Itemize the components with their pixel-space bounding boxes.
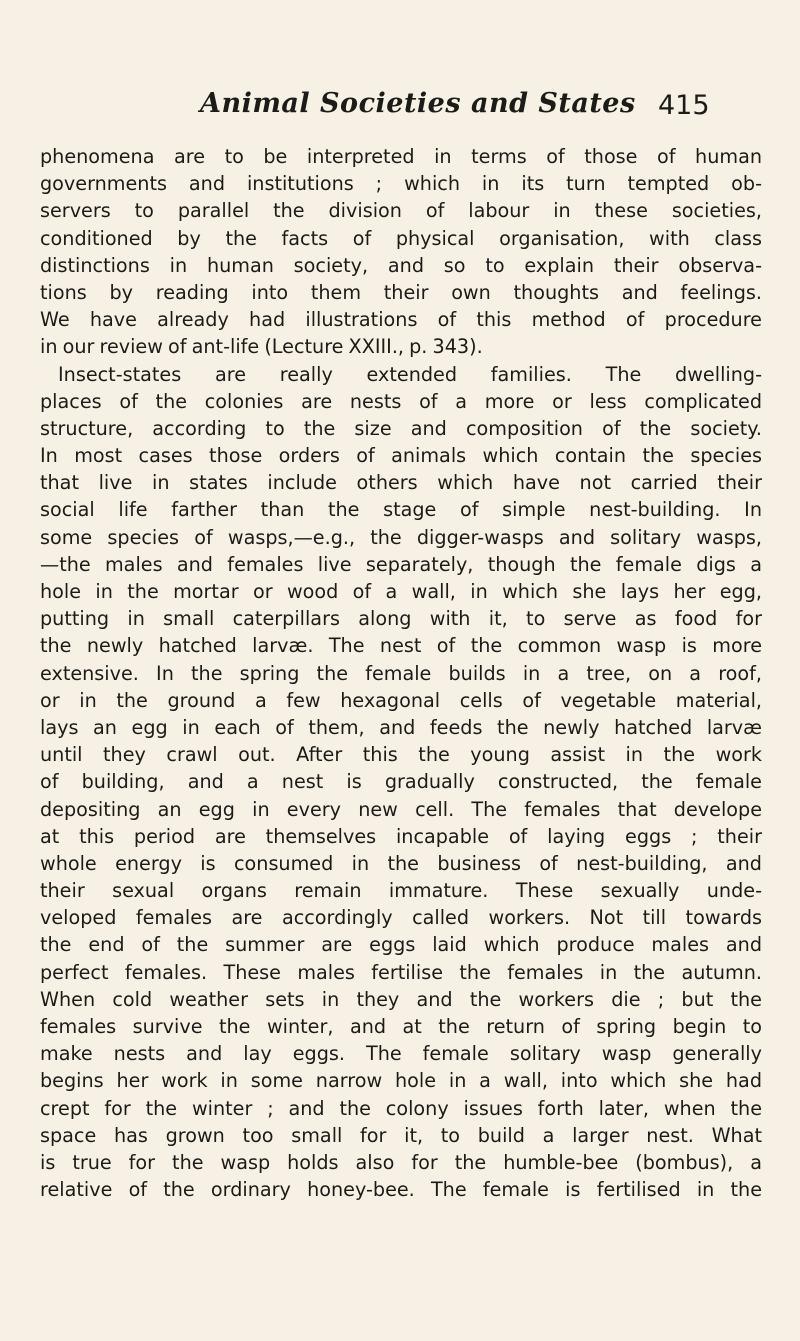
text-line: in our review of ant-life (Lecture XXIII., p. 343).: [40, 335, 483, 359]
text-line: that live in states include others which have not carried their: [40, 471, 762, 495]
paragraph-2: [40, 361, 762, 1204]
text-line: We have already had illustrations of this method of procedure: [40, 308, 762, 332]
text-line: at this period are themselves incapable of laying eggs ; their: [40, 824, 762, 848]
text-line: When cold weather sets in they and the workers die ; but the: [40, 987, 762, 1011]
text-line: make nests and lay eggs. The female solitary wasp generally: [40, 1042, 762, 1066]
text-line: of building, and a nest is gradually constructed, the female: [40, 770, 762, 794]
text-line: —the males and females live separately, though the female digs a: [40, 552, 762, 576]
text-line: social life farther than the stage of simple nest-building. In: [40, 498, 762, 522]
text-line: the end of the summer are eggs laid which produce males and: [40, 933, 762, 957]
text-line: lays an egg in each of them, and feeds the newly hatched larvæ: [40, 715, 762, 739]
running-title: Animal Societies and States: [200, 88, 636, 119]
text-line: depositing an egg in every new cell. The females that develope: [40, 797, 762, 821]
text-line: their sexual organs remain immature. These sexually unde-: [40, 879, 762, 903]
text-line: until they crawl out. After this the young assist in the work: [40, 743, 762, 767]
text-line: putting in small caterpillars along with it, to serve as food for: [40, 607, 762, 631]
text-line: distinctions in human society, and so to explain their observa-: [40, 253, 762, 277]
text-line: perfect females. These males fertilise the females in the autumn.: [40, 960, 762, 984]
text-line: conditioned by the facts of physical organisation, with class: [40, 226, 762, 250]
text-line: space has grown too small for it, to build a larger nest. What: [40, 1123, 762, 1147]
text-line: crept for the winter ; and the colony issues forth later, when the: [40, 1096, 762, 1120]
paragraph-1: [40, 143, 762, 361]
body-text: [40, 143, 762, 1203]
text-line: structure, according to the size and composition of the society.: [40, 416, 762, 440]
page-number: 415: [658, 90, 710, 121]
text-line: or in the ground a few hexagonal cells of vegetable material,: [40, 688, 762, 712]
text-line: In most cases those orders of animals which contain the species: [40, 444, 762, 468]
text-line: Insect-states are really extended families. The dwelling-: [58, 362, 762, 386]
text-line: veloped females are accordingly called workers. Not till towards: [40, 906, 762, 930]
text-line: the newly hatched larvæ. The nest of the common wasp is more: [40, 634, 762, 658]
text-line: relative of the ordinary honey-bee. The female is fertilised in the: [40, 1178, 762, 1202]
text-line: extensive. In the spring the female builds in a tree, on a roof,: [40, 661, 762, 685]
text-line: some species of wasps,—e.g., the digger-wasps and solitary wasps,: [40, 525, 762, 549]
text-line: servers to parallel the division of labour in these societies,: [40, 199, 762, 223]
text-line: hole in the mortar or wood of a wall, in which she lays her egg,: [40, 580, 762, 603]
text-line: is true for the wasp holds also for the humble-bee (bombus), a: [40, 1150, 762, 1174]
text-line: places of the colonies are nests of a more or less complicated: [40, 389, 762, 413]
text-line: begins her work in some narrow hole in a wall, into which she had: [40, 1069, 762, 1093]
text-line: governments and institutions ; which in its turn tempted ob-: [40, 172, 762, 196]
text-line: phenomena are to be interpreted in terms of those of human: [40, 145, 762, 168]
text-line: tions by reading into them their own thoughts and feelings.: [40, 280, 762, 304]
text-line: females survive the winter, and at the return of spring begin to: [40, 1015, 762, 1038]
text-line: whole energy is consumed in the business of nest-building, and: [40, 851, 762, 875]
